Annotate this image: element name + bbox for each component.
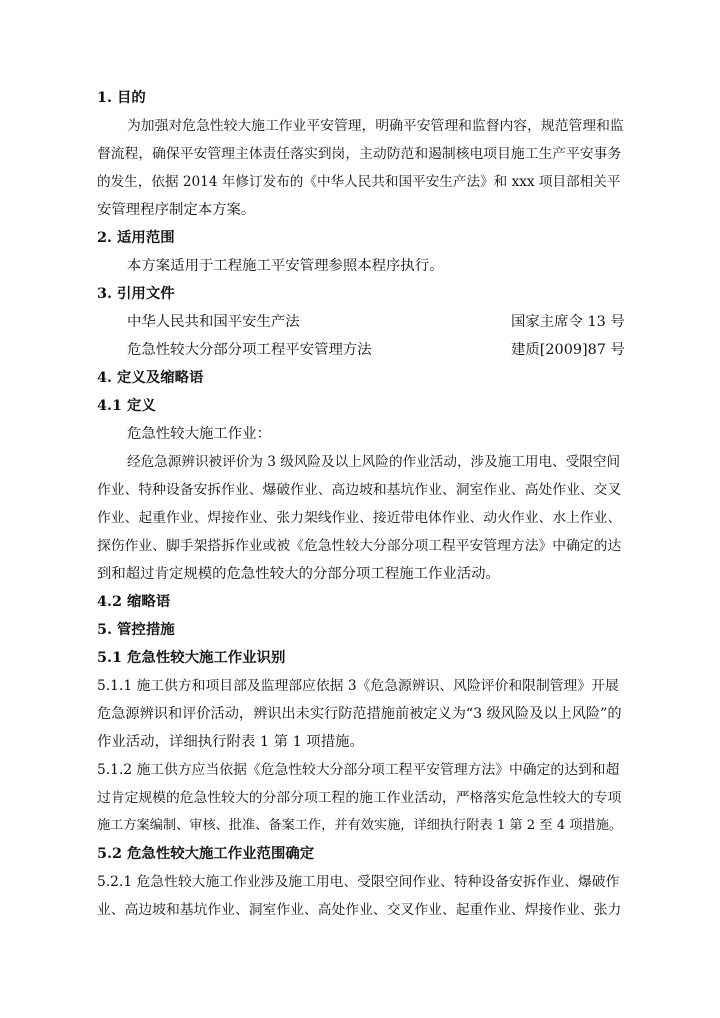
ref-2-name: 危急性较大分部分项工程平安管理方法: [127, 342, 372, 358]
ref-2-code: 建质[2009]87 号: [511, 342, 625, 358]
p512-line-2: 过肯定规模的危急性较大的分部分项工程的施工作业活动，严格落实危急性较大的专项: [97, 790, 622, 806]
s2-line-1: 本方案适用于工程施工平安管理参照本程序执行。: [127, 258, 444, 274]
section-1-heading: 1. 目的: [97, 89, 146, 106]
p521-line-2: 业、高边坡和基坑作业、洞室作业、高处作业、交叉作业、起重作业、焊接作业、张力: [97, 902, 622, 918]
s4-line-4: 探伤作业、脚手架搭拆作业或被《危急性较大分部分项工程平安管理方法》中确定的达: [97, 538, 622, 554]
p521-line-1: 5.2.1 危急性较大施工作业涉及施工用电、受限空间作业、特种设备安拆作业、爆破作: [97, 874, 620, 890]
s4-line-5: 到和超过肯定规模的危急性较大的分部分项工程施工作业活动。: [97, 566, 500, 582]
s1-line-1: 为加强对危急性较大施工作业平安管理，明确平安管理和监督内容，规范管理和监: [127, 118, 624, 134]
s1-line-3: 的发生，依据 2014 年修订发布的《中华人民共和国平安生产法》和 xxx 项目部相关平: [97, 174, 621, 190]
section-3-heading: 3. 引用文件: [97, 285, 175, 302]
section-5-1-heading: 5.1 危急性较大施工作业识别: [97, 649, 286, 666]
section-4-heading: 4. 定义及缩略语: [97, 369, 204, 386]
definition-term: 危急性较大施工作业：: [127, 426, 271, 442]
s4-line-1: 经危急源辨识被评价为 3 级风险及以上风险的作业活动，涉及施工用电、受限空间: [127, 454, 621, 470]
s4-line-2: 作业、特种设备安拆作业、爆破作业、高边坡和基坑作业、洞室作业、高处作业、交叉: [97, 482, 622, 498]
ref-1-name: 中华人民共和国平安生产法: [127, 314, 300, 330]
section-5-2-heading: 5.2 危急性较大施工作业范围确定: [97, 845, 315, 862]
s1-line-4: 安管理程序制定本方案。: [97, 202, 256, 218]
p512-line-3: 施工方案编制、审核、批准、备案工作，并有效实施，详细执行附表 1 第 2 至 4 项措施。: [97, 818, 623, 833]
section-4-1-heading: 4.1 定义: [97, 397, 156, 414]
section-2-heading: 2. 适用范围: [97, 229, 175, 246]
p511-line-2: 危急源辨识和评价活动，辨识出未实行防范措施前被定义为“3 级风险及以上风险”的: [97, 706, 622, 722]
p511-line-1: 5.1.1 施工供方和项目部及监理部应依据 3《危急源辨识、风险评价和限制管理》开展: [97, 678, 619, 694]
s1-line-2: 督流程，确保平安管理主体责任落实到岗，主动防范和遏制核电项目施工生产平安事务: [97, 146, 622, 162]
ref-1-code: 国家主席令 13 号: [511, 314, 625, 330]
s4-line-3: 作业、起重作业、焊接作业、张力架线作业、接近带电体作业、动火作业、水上作业、: [97, 510, 622, 526]
p511-line-3: 作业活动，详细执行附表 1 第 1 项措施。: [97, 734, 364, 750]
p512-line-1: 5.1.2 施工供方应当依据《危急性较大分部分项工程平安管理方法》中确定的达到和超: [97, 762, 620, 778]
section-5-heading: 5. 管控措施: [97, 621, 175, 638]
section-4-2-heading: 4.2 缩略语: [97, 593, 171, 610]
